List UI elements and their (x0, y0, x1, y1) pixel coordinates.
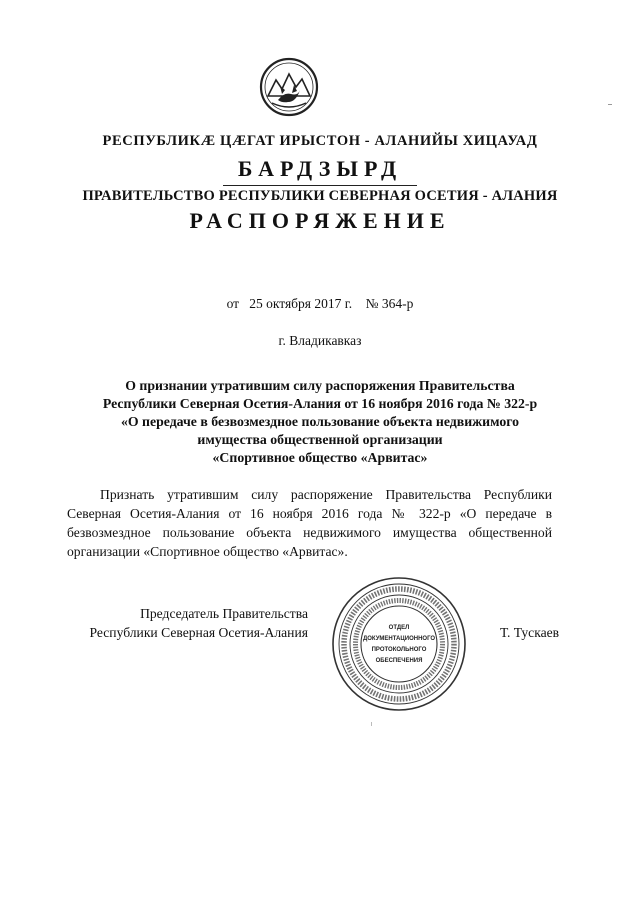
city: г. Владикавказ (278, 333, 362, 348)
document-number: № 364-р (365, 296, 414, 311)
signatory-position (68, 604, 308, 642)
signatory-name: Т. Тускаев (500, 625, 560, 640)
document-title (60, 377, 580, 467)
title-line: О признании утратившим силу распоряжения Правительства (125, 378, 515, 393)
scan-mark (371, 722, 372, 726)
header-government-line: ПРАВИТЕЛЬСТВО РЕСПУБЛИКИ СЕВЕРНАЯ ОСЕТИЯ - АЛАНИЯ (82, 188, 558, 204)
stamp-center-line: ПРОТОКОЛЬНОГО (371, 647, 427, 653)
title-line: «О передаче в безвозмездное пользование объекта недвижимого (120, 414, 520, 429)
signatory-position-line: Республики Северная Осетия-Алания (89, 625, 308, 640)
stamp-center-line: ОБЕСПЕЧЕНИЯ (375, 658, 423, 664)
scan-mark (608, 104, 612, 105)
date-prefix: от (226, 296, 240, 311)
title-line: Республики Северная Осетия-Алания от 16 ноября 2016 года № 322-р (102, 396, 538, 411)
date-number-line (0, 296, 640, 312)
document-body (67, 485, 552, 561)
signatory-position-line: Председатель Правительства (140, 606, 308, 621)
coat-of-arms-icon (258, 56, 320, 118)
title-line: «Спортивное общество «Арвитас» (212, 450, 428, 465)
title-line: имущества общественной организации (197, 432, 443, 447)
document-type-title: РАСПОРЯЖЕНИЕ (189, 208, 451, 233)
header-divider (223, 185, 417, 186)
header-ossetian-line: РЕСПУБЛИКÆ ЦÆГАТ ИРЫСТОН - АЛАНИЙЫ ХИЦАУАД (102, 133, 538, 149)
document-date: 25 октября 2017 г. (249, 296, 353, 311)
official-stamp (329, 574, 469, 714)
header-bardzyrd: БАРДЗЫРД (237, 156, 403, 181)
stamp-center-line: ОТДЕЛ (388, 625, 410, 631)
stamp-center-line: ДОКУМЕНТАЦИОННОГО (362, 636, 436, 642)
body-paragraph: Признать утратившим силу распоряжение Правительства Республики Северная Осетия-Алания от 16 ноября 2016 года № 322-р «О передаче в безвозмездное пользование объекта недвижимого имущества общественной организации «Спортивное общество «Арвитас». (67, 487, 552, 559)
